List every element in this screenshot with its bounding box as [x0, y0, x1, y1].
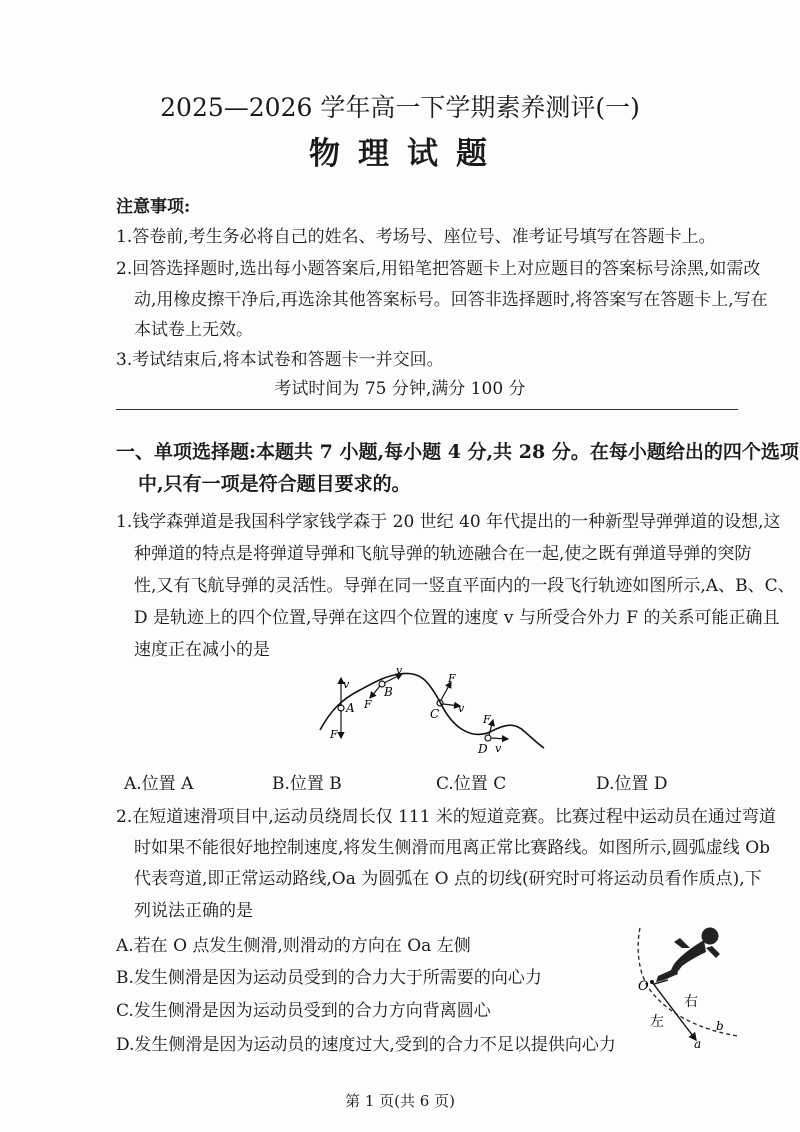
skater-icon	[654, 928, 720, 984]
notes-heading: 注意事项:	[116, 197, 191, 217]
label-F: F	[483, 713, 491, 726]
q2-text: 2.在短道速滑项目中,运动员绕周长仅 111 米的短道竞赛。比赛过程中运动员在通过弯道	[116, 807, 776, 827]
q1-text: 1.钱学森弹道是我国科学家钱学森于 20 世纪 40 年代提出的一种新型导弹弹道的设想,这	[116, 512, 781, 532]
subject-title: 物理试题	[309, 136, 505, 172]
note-line: 3.考试结束后,将本试卷和答题卡一并交回。	[116, 350, 444, 370]
q2-option-d: D.发生侧滑是因为运动员的速度过大,受到的合力不足以提供向心力	[116, 1035, 616, 1055]
trajectory-figure	[300, 662, 560, 762]
q1-text: 性,又有飞航导弹的灵活性。导弹在同一竖直平面内的一段飞行轨迹如图所示,A、B、C、	[134, 576, 795, 596]
q1-option-d: D.位置 D	[596, 774, 668, 794]
section-heading: 一、单项选择题:本题共 7 小题,每小题 4 分,共 28 分。在每小题给出的四个选项	[116, 441, 799, 463]
note-line: 动,用橡皮擦干净后,再选涂其他答案标号。回答非选择题时,将答案写在答题卡上,写在	[134, 290, 768, 310]
label-F: F	[330, 728, 338, 741]
section-heading-cont: 中,只有一项是符合题目要求的。	[138, 473, 411, 495]
skating-figure	[620, 918, 750, 1050]
q1-text: D 是轨迹上的四个位置,导弹在这四个位置的速度 v 与所受合外力 F 的关系可能正确且	[134, 608, 780, 628]
q2-text: 列说法正确的是	[134, 901, 253, 921]
q1-option-b: B.位置 B	[272, 774, 342, 794]
tangent-oa	[652, 982, 696, 1040]
label-v: v	[343, 678, 350, 691]
q2-option-c: C.发生侧滑是因为运动员受到的合力方向背离圆心	[116, 1001, 491, 1021]
label-A: A	[346, 701, 355, 715]
q2-text: 代表弯道,即正常运动路线,Oa 为圆弧在 O 点的切线(研究时可将运动员看作质点),下	[134, 869, 762, 889]
divider	[116, 409, 738, 410]
label-b: b	[716, 1019, 724, 1033]
label-B: B	[384, 685, 393, 699]
label-left: 左	[650, 1014, 664, 1030]
label-a: a	[694, 1037, 702, 1050]
q2-option-b: B.发生侧滑是因为运动员受到的合力大于所需要的向心力	[116, 968, 542, 988]
page-number: 第 1 页(共 6 页)	[345, 1092, 455, 1110]
q2-text: 时如果不能很好地控制速度,将发生侧滑而甩离正常比赛路线。如图所示,圆弧虚线 Ob	[134, 838, 771, 858]
note-line: 1.答卷前,考生务必将自己的姓名、考场号、座位号、准考证号填写在答题卡上。	[116, 227, 716, 247]
q1-option-a: A.位置 A	[124, 774, 194, 794]
label-v: v	[458, 702, 465, 715]
label-F: F	[364, 698, 372, 711]
q2-option-a: A.若在 O 点发生侧滑,则滑动的方向在 Oa 左侧	[116, 936, 471, 956]
note-line: 2.回答选择题时,选出每小题答案后,用铅笔把答题卡上对应题目的答案标号涂黑,如需改	[116, 259, 761, 279]
label-O: O	[638, 979, 649, 994]
q1-text: 种弹道的特点是将弹道导弹和飞航导弹的轨迹融合在一起,使之既有弹道导弹的突防	[134, 544, 752, 564]
label-v: v	[495, 742, 502, 755]
label-C: C	[430, 707, 440, 721]
q1-text: 速度正在减小的是	[134, 640, 270, 660]
exam-title: 2025—2026 学年高一下学期素养测评(一)	[160, 93, 640, 122]
label-F: F	[448, 672, 456, 685]
q1-option-c: C.位置 C	[436, 774, 507, 794]
label-right: 右	[684, 994, 698, 1010]
time-info: 考试时间为 75 分钟,满分 100 分	[274, 379, 526, 399]
label-D: D	[478, 742, 488, 756]
label-v: v	[396, 664, 403, 677]
note-line: 本试卷上无效。	[134, 320, 253, 340]
